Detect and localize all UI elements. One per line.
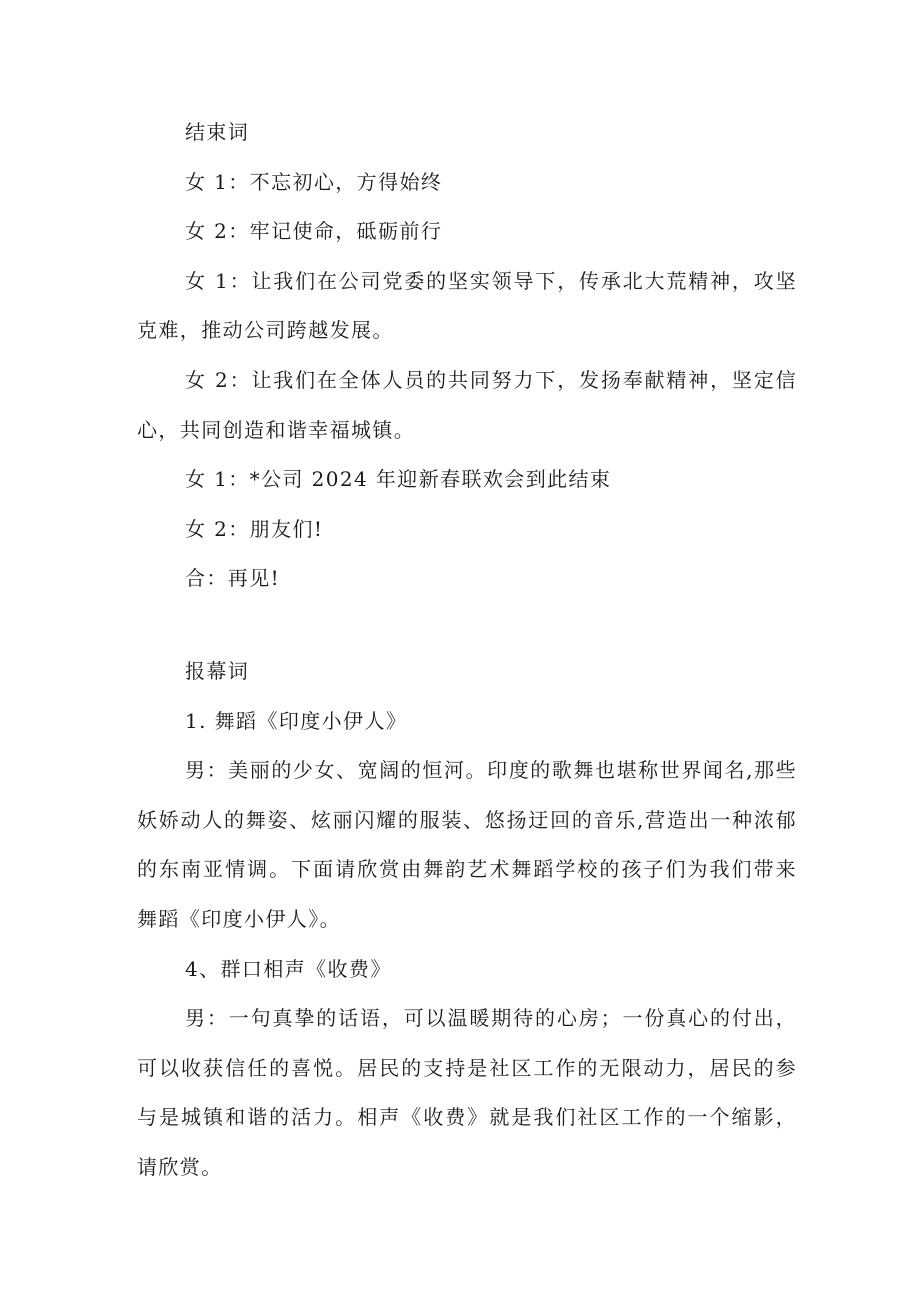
program-text: 男：美丽的少女、宽阔的恒河。印度的歌舞也堪称世界闻名,那些妖娇动人的舞姿、炫丽闪耀的服装、悠扬迂回的音乐,营造出一种浓郁的东南亚情调。下面请欣赏由舞韵艺术舞蹈学校的孩子们为我们带来舞蹈《印度小伊人》。 — [137, 758, 797, 931]
closing-line: 女 1：不忘初心，方得始终 — [185, 169, 443, 194]
closing-line: 女 1：*公司 2024 年迎新春联欢会到此结束 — [185, 467, 612, 492]
closing-line: 女 2：朋友们! — [185, 516, 324, 541]
closing-section — [137, 108, 797, 604]
closing-title: 结束词 — [185, 120, 250, 144]
curtain-section — [137, 647, 797, 1193]
program-heading: 1. 舞蹈《印度小伊人》 — [185, 708, 408, 733]
curtain-title: 报幕词 — [185, 659, 250, 683]
closing-line: 合：再见! — [185, 566, 281, 591]
closing-line: 女 2：让我们在全体人员的共同努力下，发扬奉献精神，坚定信心，共同创造和谐幸福城镇。 — [137, 367, 797, 442]
closing-line: 女 1：让我们在公司党委的坚实领导下，传承北大荒精神，攻坚克难，推动公司跨越发展。 — [137, 268, 797, 343]
program-heading: 4、群口相声《收费》 — [185, 956, 392, 981]
closing-line: 女 2：牢记使命，砥砺前行 — [185, 219, 443, 244]
program-text: 男：一句真挚的话语，可以温暖期待的心房；一份真心的付出，可以收获信任的喜悦。居民的支持是社区工作的无限动力，居民的参与是城镇和谐的活力。相声《收费》就是我们社区工作的一个缩影，请欣赏。 — [137, 1006, 797, 1179]
